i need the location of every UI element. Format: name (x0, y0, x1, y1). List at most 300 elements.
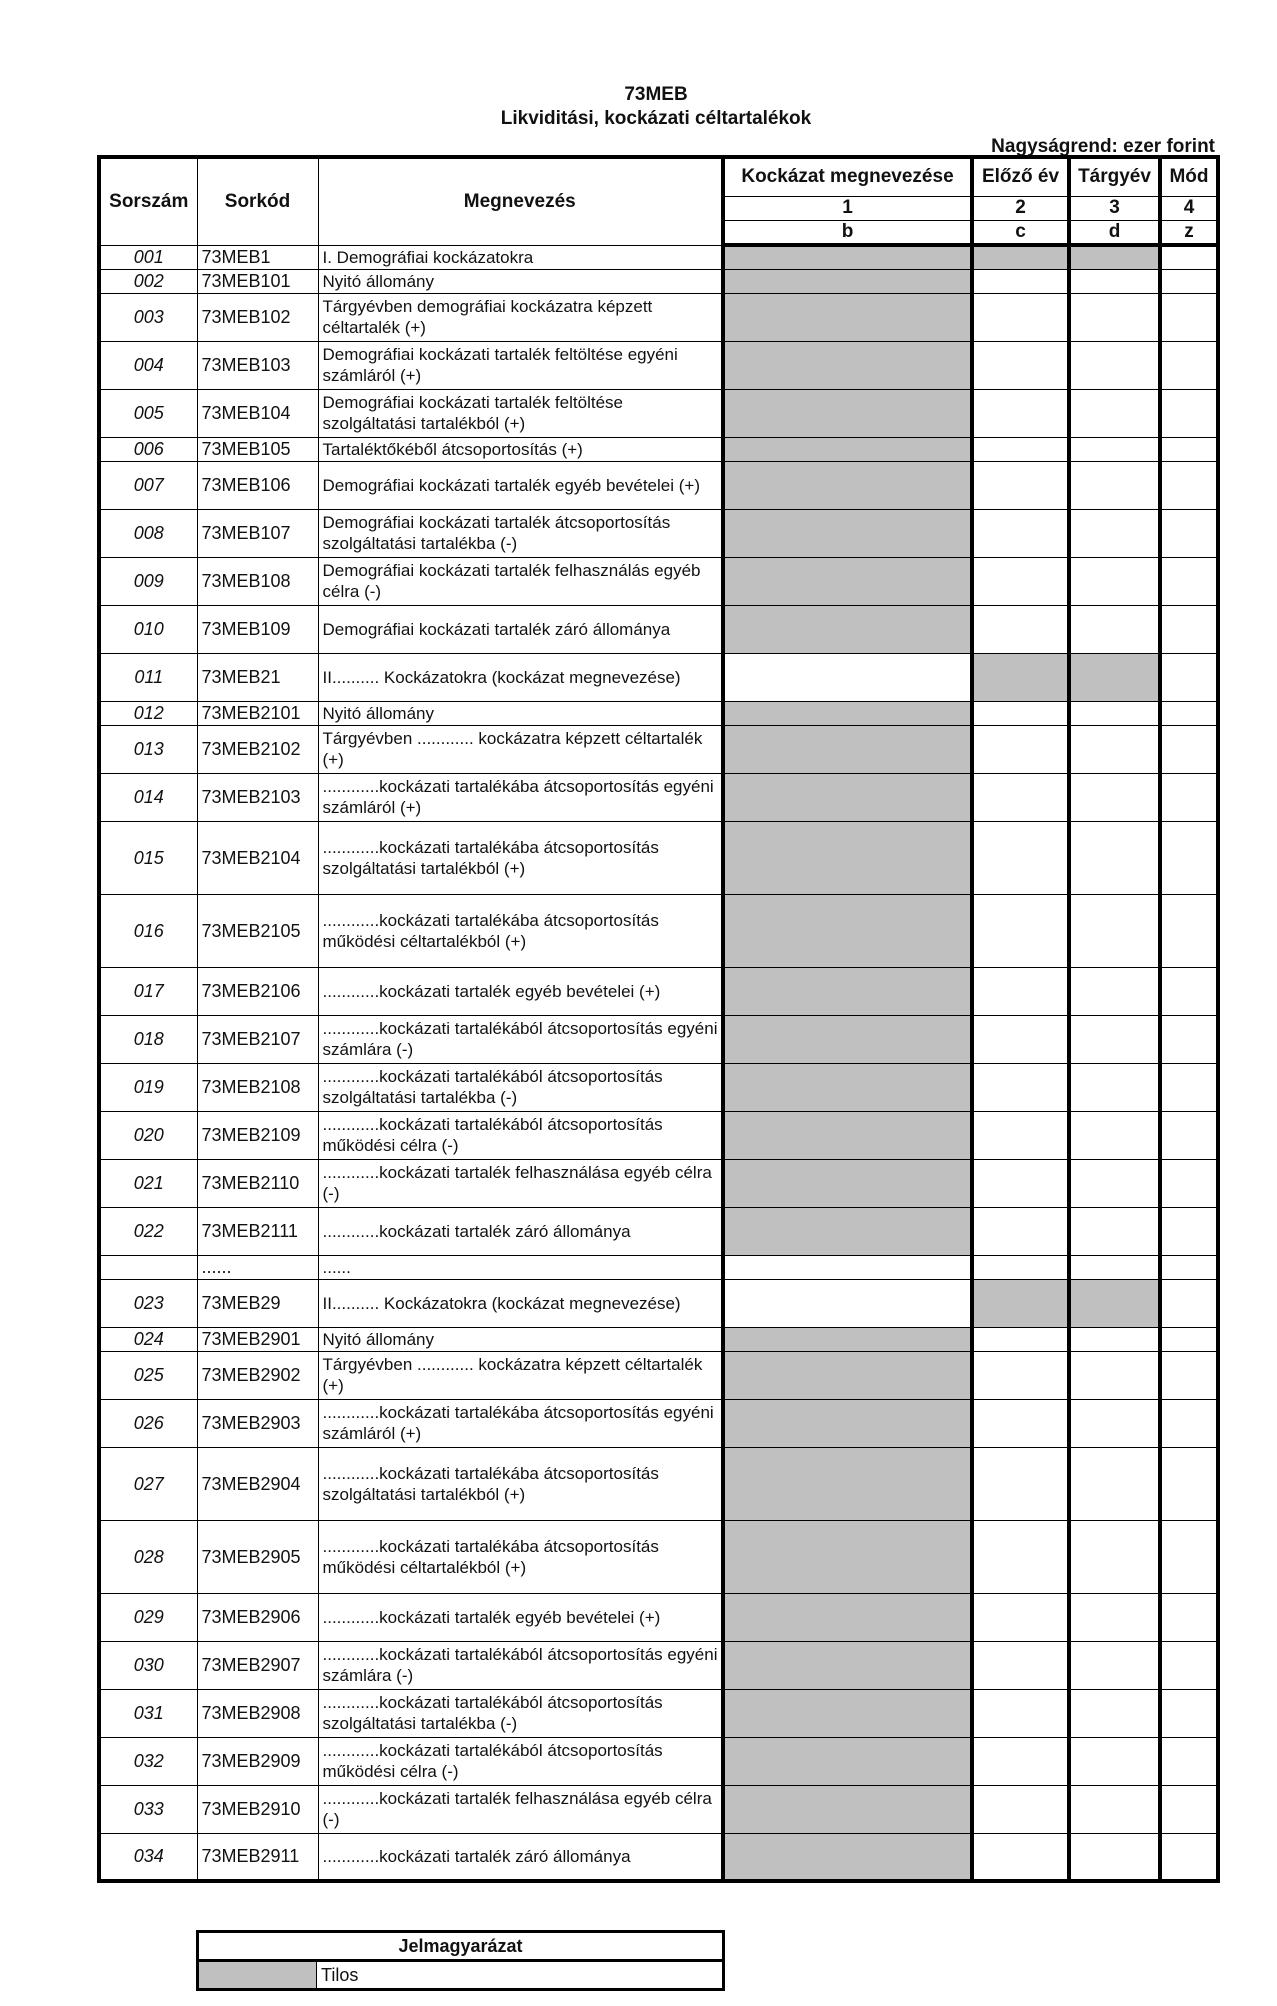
row-code: 73MEB103 (197, 341, 318, 389)
kockazat-cell (723, 773, 972, 821)
targyev-cell[interactable] (1069, 1015, 1160, 1063)
row-number: 012 (99, 701, 197, 725)
targyev-cell[interactable] (1069, 1063, 1160, 1111)
report-title: Likviditási, kockázati céltartalékok (500, 108, 812, 129)
mod-cell[interactable] (1160, 701, 1218, 725)
mod-cell[interactable] (1160, 653, 1218, 701)
table-row (99, 1111, 1218, 1159)
targyev-cell[interactable] (1069, 1255, 1160, 1279)
targyev-cell[interactable] (1069, 1207, 1160, 1255)
row-name: ............kockázati tartalékából átcsoportosítás működési célra (-) (318, 1737, 723, 1785)
elozo-ev-cell[interactable] (972, 1207, 1069, 1255)
row-number: 028 (99, 1520, 197, 1593)
kockazat-cell[interactable] (723, 1279, 972, 1327)
row-name: ............kockázati tartalékába átcsoportosítás szolgáltatási tartalékból (+) (318, 1447, 723, 1520)
kockazat-cell (723, 821, 972, 894)
row-number: 034 (99, 1833, 197, 1881)
targyev-cell[interactable] (1069, 293, 1160, 341)
table-row (99, 1641, 1218, 1689)
header-sorkod: Sorkód (197, 157, 318, 245)
table-row (99, 725, 1218, 773)
mod-cell[interactable] (1160, 1689, 1218, 1737)
row-number: 018 (99, 1015, 197, 1063)
targyev-cell[interactable] (1069, 1689, 1160, 1737)
elozo-ev-cell[interactable] (972, 1689, 1069, 1737)
unit-note: Nagyságrend: ezer forint (991, 136, 1215, 157)
table-row (99, 341, 1218, 389)
kockazat-cell (723, 967, 972, 1015)
legend-table (196, 1930, 725, 1991)
row-code: 73MEB104 (197, 389, 318, 437)
elozo-ev-cell[interactable] (972, 1399, 1069, 1447)
table-row (99, 1520, 1218, 1593)
kockazat-cell (723, 437, 972, 461)
table-row (99, 1255, 1218, 1279)
kockazat-cell (723, 1399, 972, 1447)
row-number: 006 (99, 437, 197, 461)
table-row (99, 389, 1218, 437)
elozo-ev-cell[interactable] (972, 1641, 1069, 1689)
col-letter-z: z (1160, 220, 1218, 245)
row-name: ............kockázati tartalékából átcsoportosítás szolgáltatási tartalékba (-) (318, 1063, 723, 1111)
row-name: ............kockázati tartalékából átcsoportosítás egyéni számlára (-) (318, 1641, 723, 1689)
kockazat-cell (723, 1207, 972, 1255)
row-code: 73MEB2907 (197, 1641, 318, 1689)
targyev-cell[interactable] (1069, 1327, 1160, 1351)
row-number: 027 (99, 1447, 197, 1520)
table-row (99, 701, 1218, 725)
row-number: 001 (99, 245, 197, 269)
mod-cell[interactable] (1160, 245, 1218, 269)
targyev-cell[interactable] (1069, 1447, 1160, 1520)
elozo-ev-cell[interactable] (972, 821, 1069, 894)
elozo-ev-cell[interactable] (972, 557, 1069, 605)
row-code: 73MEB2106 (197, 967, 318, 1015)
mod-cell[interactable] (1160, 269, 1218, 293)
elozo-ev-cell[interactable] (972, 341, 1069, 389)
row-name: Nyitó állomány (318, 701, 723, 725)
row-code: 73MEB29 (197, 1279, 318, 1327)
row-code: 73MEB2110 (197, 1159, 318, 1207)
elozo-ev-cell (972, 653, 1069, 701)
targyev-cell[interactable] (1069, 967, 1160, 1015)
mod-cell[interactable] (1160, 1785, 1218, 1833)
row-code: 73MEB2105 (197, 894, 318, 967)
elozo-ev-cell[interactable] (972, 1520, 1069, 1593)
elozo-ev-cell[interactable] (972, 1737, 1069, 1785)
kockazat-cell (723, 1159, 972, 1207)
targyev-cell[interactable] (1069, 1737, 1160, 1785)
row-code: 73MEB1 (197, 245, 318, 269)
mod-cell[interactable] (1160, 437, 1218, 461)
mod-cell[interactable] (1160, 967, 1218, 1015)
table-row (99, 437, 1218, 461)
col-letter-b: b (723, 220, 972, 245)
elozo-ev-cell[interactable] (972, 967, 1069, 1015)
row-number: 024 (99, 1327, 197, 1351)
row-name: Demográfiai kockázati tartalék átcsoportosítás szolgáltatási tartalékba (-) (318, 509, 723, 557)
row-name: ............kockázati tartalék záró állománya (318, 1207, 723, 1255)
row-name: ............kockázati tartalék felhasználása egyéb célra (-) (318, 1785, 723, 1833)
table-row (99, 1689, 1218, 1737)
targyev-cell[interactable] (1069, 701, 1160, 725)
row-number: 033 (99, 1785, 197, 1833)
row-code: 73MEB2908 (197, 1689, 318, 1737)
table-row (99, 1785, 1218, 1833)
kockazat-cell (723, 1111, 972, 1159)
mod-cell[interactable] (1160, 557, 1218, 605)
row-number: 032 (99, 1737, 197, 1785)
table-row (99, 461, 1218, 509)
row-code: 73MEB2104 (197, 821, 318, 894)
row-code: 73MEB2906 (197, 1593, 318, 1641)
table-row (99, 1833, 1218, 1881)
kockazat-cell (723, 509, 972, 557)
col-number-3: 3 (1069, 196, 1160, 220)
table-row (99, 1399, 1218, 1447)
mod-cell[interactable] (1160, 605, 1218, 653)
elozo-ev-cell[interactable] (972, 389, 1069, 437)
targyev-cell[interactable] (1069, 461, 1160, 509)
mod-cell[interactable] (1160, 821, 1218, 894)
row-number: 016 (99, 894, 197, 967)
row-code: 73MEB102 (197, 293, 318, 341)
row-code: 73MEB2902 (197, 1351, 318, 1399)
targyev-cell[interactable] (1069, 1785, 1160, 1833)
kockazat-cell[interactable] (723, 653, 972, 701)
elozo-ev-cell[interactable] (972, 293, 1069, 341)
row-name: Tárgyévben ............ kockázatra képzett céltartalék (+) (318, 1351, 723, 1399)
table-row (99, 1063, 1218, 1111)
table-row (99, 1159, 1218, 1207)
targyev-cell[interactable] (1069, 1351, 1160, 1399)
targyev-cell[interactable] (1069, 1111, 1160, 1159)
row-number: 025 (99, 1351, 197, 1399)
mod-cell[interactable] (1160, 1159, 1218, 1207)
kockazat-cell (723, 725, 972, 773)
report-code: 73MEB (624, 84, 688, 105)
row-code: 73MEB106 (197, 461, 318, 509)
row-number: 031 (99, 1689, 197, 1737)
mod-cell[interactable] (1160, 293, 1218, 341)
row-code: 73MEB109 (197, 605, 318, 653)
table-row (99, 773, 1218, 821)
report-table (97, 155, 1220, 1883)
kockazat-cell (723, 1327, 972, 1351)
table-row (99, 269, 1218, 293)
targyev-cell[interactable] (1069, 389, 1160, 437)
row-name: Tárgyévben demográfiai kockázatra képzett céltartalék (+) (318, 293, 723, 341)
row-name: Demográfiai kockázati tartalék feltöltése szolgáltatási tartalékból (+) (318, 389, 723, 437)
row-name: ............kockázati tartalékából átcsoportosítás működési célra (-) (318, 1111, 723, 1159)
row-code: 73MEB2103 (197, 773, 318, 821)
mod-cell[interactable] (1160, 1641, 1218, 1689)
kockazat-cell (723, 1641, 972, 1689)
row-name: ............kockázati tartalékába átcsoportosítás egyéni számláról (+) (318, 1399, 723, 1447)
kockazat-cell (723, 341, 972, 389)
table-row (99, 967, 1218, 1015)
mod-cell[interactable] (1160, 1737, 1218, 1785)
legend-label: Tilos (317, 1961, 724, 1990)
row-code: 73MEB2108 (197, 1063, 318, 1111)
row-name: ............kockázati tartalékába átcsoportosítás egyéni számláról (+) (318, 773, 723, 821)
col-letter-d: d (1069, 220, 1160, 245)
row-number: 005 (99, 389, 197, 437)
kockazat-cell (723, 1833, 972, 1881)
mod-cell[interactable] (1160, 1833, 1218, 1881)
elozo-ev-cell[interactable] (972, 1833, 1069, 1881)
row-name: Tartaléktőkéből átcsoportosítás (+) (318, 437, 723, 461)
kockazat-cell (723, 605, 972, 653)
mod-cell[interactable] (1160, 894, 1218, 967)
row-name: II.......... Kockázatokra (kockázat megnevezése) (318, 653, 723, 701)
row-code: 73MEB2109 (197, 1111, 318, 1159)
mod-cell[interactable] (1160, 1279, 1218, 1327)
targyev-cell[interactable] (1069, 509, 1160, 557)
targyev-cell[interactable] (1069, 821, 1160, 894)
row-name: Demográfiai kockázati tartalék záró állománya (318, 605, 723, 653)
row-name: ............kockázati tartalékából átcsoportosítás egyéni számlára (-) (318, 1015, 723, 1063)
table-row (99, 1207, 1218, 1255)
header-megnevezes: Megnevezés (318, 157, 723, 245)
kockazat-cell (723, 245, 972, 269)
row-name: ............kockázati tartalékába átcsoportosítás működési céltartalékból (+) (318, 1520, 723, 1593)
elozo-ev-cell[interactable] (972, 1159, 1069, 1207)
table-row (99, 1327, 1218, 1351)
row-code: 73MEB2101 (197, 701, 318, 725)
targyev-cell[interactable] (1069, 557, 1160, 605)
mod-cell[interactable] (1160, 1399, 1218, 1447)
row-number: 030 (99, 1641, 197, 1689)
col-number-1: 1 (723, 196, 972, 220)
row-number: 022 (99, 1207, 197, 1255)
header-sorszam: Sorszám (99, 157, 197, 245)
elozo-ev-cell[interactable] (972, 509, 1069, 557)
mod-cell[interactable] (1160, 1520, 1218, 1593)
mod-cell[interactable] (1160, 1593, 1218, 1641)
elozo-ev-cell[interactable] (972, 1593, 1069, 1641)
elozo-ev-cell[interactable] (972, 1063, 1069, 1111)
targyev-cell[interactable] (1069, 725, 1160, 773)
targyev-cell[interactable] (1069, 773, 1160, 821)
col-letter-c: c (972, 220, 1069, 245)
row-name: Demográfiai kockázati tartalék egyéb bevételei (+) (318, 461, 723, 509)
header-elozo-ev: Előző év (972, 157, 1069, 196)
elozo-ev-cell[interactable] (972, 1327, 1069, 1351)
table-row (99, 1447, 1218, 1520)
header-targyev: Tárgyév (1069, 157, 1160, 196)
row-name: Nyitó állomány (318, 269, 723, 293)
targyev-cell (1069, 653, 1160, 701)
row-name: ............kockázati tartalék záró állománya (318, 1833, 723, 1881)
targyev-cell[interactable] (1069, 1641, 1160, 1689)
row-code: 73MEB21 (197, 653, 318, 701)
targyev-cell[interactable] (1069, 1593, 1160, 1641)
row-number: 023 (99, 1279, 197, 1327)
elozo-ev-cell[interactable] (972, 1015, 1069, 1063)
header-mod: Mód (1160, 157, 1218, 196)
mod-cell[interactable] (1160, 1111, 1218, 1159)
row-number: 002 (99, 269, 197, 293)
row-code: 73MEB2111 (197, 1207, 318, 1255)
header-kockazat: Kockázat megnevezése (723, 157, 972, 196)
kockazat-cell (723, 1785, 972, 1833)
row-name: Tárgyévben ............ kockázatra képzett céltartalék (+) (318, 725, 723, 773)
mod-cell[interactable] (1160, 1327, 1218, 1351)
legend-swatch (198, 1961, 317, 1990)
elozo-ev-cell[interactable] (972, 701, 1069, 725)
mod-cell[interactable] (1160, 461, 1218, 509)
row-number: 021 (99, 1159, 197, 1207)
row-number: 026 (99, 1399, 197, 1447)
kockazat-cell (723, 1447, 972, 1520)
row-number: 014 (99, 773, 197, 821)
elozo-ev-cell[interactable] (972, 605, 1069, 653)
elozo-ev-cell[interactable] (972, 894, 1069, 967)
elozo-ev-cell[interactable] (972, 1785, 1069, 1833)
elozo-ev-cell[interactable] (972, 725, 1069, 773)
table-row (99, 1279, 1218, 1327)
table-row (99, 1351, 1218, 1399)
row-number: 009 (99, 557, 197, 605)
col-number-4: 4 (1160, 196, 1218, 220)
row-code: 73MEB108 (197, 557, 318, 605)
table-row (99, 557, 1218, 605)
mod-cell[interactable] (1160, 509, 1218, 557)
mod-cell[interactable] (1160, 341, 1218, 389)
mod-cell[interactable] (1160, 1063, 1218, 1111)
targyev-cell (1069, 245, 1160, 269)
kockazat-cell (723, 701, 972, 725)
targyev-cell[interactable] (1069, 1520, 1160, 1593)
row-number: 004 (99, 341, 197, 389)
row-code: 73MEB2107 (197, 1015, 318, 1063)
mod-cell[interactable] (1160, 773, 1218, 821)
kockazat-cell (723, 1593, 972, 1641)
row-number (99, 1255, 197, 1279)
row-code: 73MEB2904 (197, 1447, 318, 1520)
kockazat-cell (723, 461, 972, 509)
elozo-ev-cell[interactable] (972, 1447, 1069, 1520)
row-number: 013 (99, 725, 197, 773)
kockazat-cell (723, 1015, 972, 1063)
table-row (99, 653, 1218, 701)
table-row (99, 509, 1218, 557)
row-code: 73MEB2909 (197, 1737, 318, 1785)
mod-cell[interactable] (1160, 725, 1218, 773)
kockazat-cell (723, 293, 972, 341)
elozo-ev-cell[interactable] (972, 1351, 1069, 1399)
elozo-ev-cell[interactable] (972, 1111, 1069, 1159)
mod-cell[interactable] (1160, 389, 1218, 437)
elozo-ev-cell[interactable] (972, 437, 1069, 461)
elozo-ev-cell[interactable] (972, 461, 1069, 509)
row-number: 011 (99, 653, 197, 701)
elozo-ev-cell (972, 245, 1069, 269)
kockazat-cell (723, 1063, 972, 1111)
row-name: ............kockázati tartalék egyéb bevételei (+) (318, 1593, 723, 1641)
row-code: 73MEB107 (197, 509, 318, 557)
col-number-2: 2 (972, 196, 1069, 220)
mod-cell[interactable] (1160, 1255, 1218, 1279)
kockazat-cell (723, 1351, 972, 1399)
row-name: ............kockázati tartalékába átcsoportosítás szolgáltatási tartalékból (+) (318, 821, 723, 894)
kockazat-cell (723, 1689, 972, 1737)
targyev-cell[interactable] (1069, 605, 1160, 653)
row-number: 019 (99, 1063, 197, 1111)
elozo-ev-cell[interactable] (972, 1255, 1069, 1279)
row-code: 73MEB2910 (197, 1785, 318, 1833)
row-code: 73MEB2901 (197, 1327, 318, 1351)
row-number: 017 (99, 967, 197, 1015)
row-code: ...... (197, 1255, 318, 1279)
mod-cell[interactable] (1160, 1351, 1218, 1399)
targyev-cell[interactable] (1069, 1159, 1160, 1207)
row-name: ............kockázati tartalékából átcsoportosítás szolgáltatási tartalékba (-) (318, 1689, 723, 1737)
row-name: ............kockázati tartalék felhasználása egyéb célra (-) (318, 1159, 723, 1207)
kockazat-cell (723, 389, 972, 437)
kockazat-cell (723, 1737, 972, 1785)
row-name: ............kockázati tartalék egyéb bevételei (+) (318, 967, 723, 1015)
targyev-cell[interactable] (1069, 341, 1160, 389)
row-name: II.......... Kockázatokra (kockázat megnevezése) (318, 1279, 723, 1327)
targyev-cell[interactable] (1069, 1833, 1160, 1881)
row-number: 029 (99, 1593, 197, 1641)
targyev-cell[interactable] (1069, 1399, 1160, 1447)
row-code: 73MEB2911 (197, 1833, 318, 1881)
table-row (99, 1593, 1218, 1641)
targyev-cell[interactable] (1069, 437, 1160, 461)
row-number: 007 (99, 461, 197, 509)
table-row (99, 293, 1218, 341)
row-name: Demográfiai kockázati tartalék feltöltése egyéni számláról (+) (318, 341, 723, 389)
row-name: ............kockázati tartalékába átcsoportosítás működési céltartalékból (+) (318, 894, 723, 967)
elozo-ev-cell (972, 1279, 1069, 1327)
row-code: 73MEB2903 (197, 1399, 318, 1447)
table-row (99, 1015, 1218, 1063)
targyev-cell[interactable] (1069, 269, 1160, 293)
kockazat-cell (723, 557, 972, 605)
mod-cell[interactable] (1160, 1207, 1218, 1255)
row-name: ...... (318, 1255, 723, 1279)
row-number: 010 (99, 605, 197, 653)
legend-title: Jelmagyarázat (198, 1932, 724, 1961)
row-number: 008 (99, 509, 197, 557)
mod-cell[interactable] (1160, 1015, 1218, 1063)
kockazat-cell (723, 1520, 972, 1593)
elozo-ev-cell[interactable] (972, 269, 1069, 293)
row-code: 73MEB101 (197, 269, 318, 293)
kockazat-cell (723, 894, 972, 967)
row-code: 73MEB2905 (197, 1520, 318, 1593)
row-number: 015 (99, 821, 197, 894)
targyev-cell[interactable] (1069, 894, 1160, 967)
kockazat-cell (723, 269, 972, 293)
row-name: Demográfiai kockázati tartalék felhasználás egyéb célra (-) (318, 557, 723, 605)
row-code: 73MEB105 (197, 437, 318, 461)
table-row (99, 605, 1218, 653)
elozo-ev-cell[interactable] (972, 773, 1069, 821)
row-code: 73MEB2102 (197, 725, 318, 773)
targyev-cell (1069, 1279, 1160, 1327)
table-row (99, 1737, 1218, 1785)
row-number: 020 (99, 1111, 197, 1159)
table-row (99, 245, 1218, 269)
table-row (99, 894, 1218, 967)
row-name: I. Demográfiai kockázatokra (318, 245, 723, 269)
kockazat-cell[interactable] (723, 1255, 972, 1279)
mod-cell[interactable] (1160, 1447, 1218, 1520)
